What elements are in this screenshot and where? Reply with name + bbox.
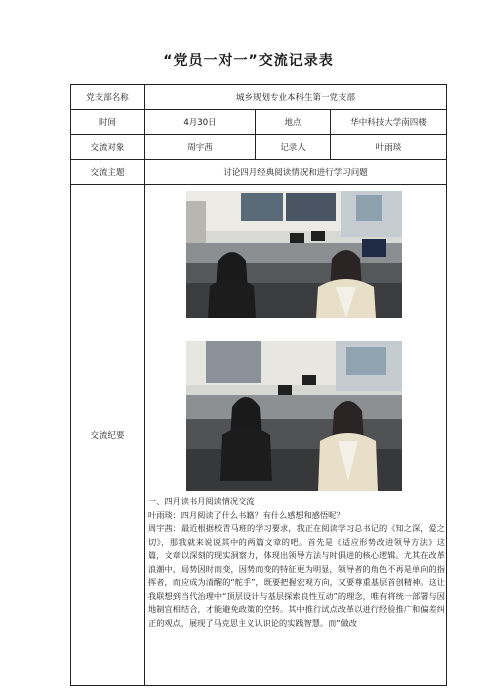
branch-value: 城乡规划专业本科生第一党支部	[145, 85, 447, 110]
answer-1: 周宇茜：最近根据校青马班的学习要求，我正在阅读学习总书记的《知之深，爱之切》，那我就来说说其中的两篇文章的吧。首先是《适应形势改进领导方法》这篇，文章以深刻的现实洞察力，体现出领导方法与时俱进的核心逻辑。尤其在改革浪潮中，局势因时而变，因势而变的特征更为明显，领导者的角色不再是单向的指挥者，而应成为清醒的“舵手”，既要把握宏观方向，又要尊重基层首创精神。这让我联想到当代治理中“顶层设计与基层探索良性互动”的理念，唯有将统一部署与因地制宜相结合，才能避免政策的空转。其中推行试点改革以进行经验推广和偏差纠正的观点，展现了马克思主义认识论的实践智慧。而“做改	[148, 523, 445, 628]
time-value: 4月30日	[145, 110, 256, 135]
minutes-content	[145, 185, 447, 686]
recorder-label: 记录人	[256, 135, 331, 160]
meeting-photo-1	[186, 191, 402, 318]
minutes-label: 交流纪要	[71, 185, 145, 686]
target-value: 周宇茜	[145, 135, 256, 160]
page-title: “党员一对一”交流记录表	[163, 53, 334, 69]
recorder-value: 叶雨琰	[331, 135, 447, 160]
branch-label: 党支部名称	[71, 85, 145, 110]
place-label: 地点	[256, 110, 331, 135]
minutes-text	[148, 495, 445, 630]
place-value: 华中科技大学南四楼	[331, 110, 447, 135]
record-table	[70, 84, 447, 686]
target-label: 交流对象	[71, 135, 145, 160]
topic-value: 讨论四月经典阅读情况和进行学习问题	[145, 160, 447, 185]
topic-label: 交流主题	[71, 160, 145, 185]
meeting-photo-2	[186, 341, 402, 491]
section-heading: 一、四月读书月阅读情况交流	[148, 496, 255, 506]
question-1: 叶雨琰：四月阅读了什么书籍？有什么感想和感悟呢？	[148, 509, 345, 520]
time-label: 时间	[71, 110, 145, 135]
